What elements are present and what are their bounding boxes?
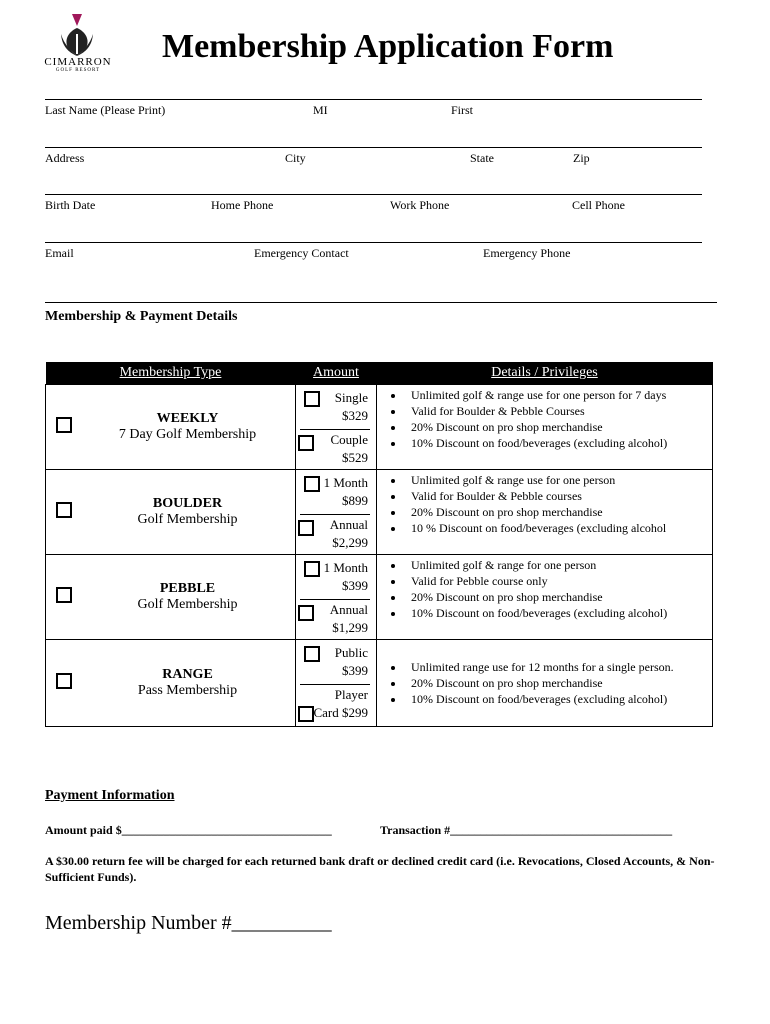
header-details: Details / Privileges <box>377 362 713 385</box>
logo <box>28 12 128 74</box>
field-line[interactable] <box>45 194 702 195</box>
option-checkbox[interactable] <box>304 561 320 577</box>
field-line[interactable] <box>45 147 702 148</box>
option-price: $1,299 <box>332 620 368 635</box>
return-fee-notice: A $30.00 return fee will be charged for each returned bank draft or declined credit card (i.e. Revocations, Closed Accounts, & Non-Sufficient Funds). <box>45 854 715 884</box>
detail-item: • 10% Discount on food/beverages (excluding alcohol) <box>405 605 712 621</box>
table-row <box>46 555 713 640</box>
membership-name: BOULDER <box>152 496 223 511</box>
membership-subtitle: Golf Membership <box>137 597 238 612</box>
work-phone-label: Work Phone <box>390 198 450 212</box>
zip-label: Zip <box>573 151 590 165</box>
detail-item: • 20% Discount on pro shop merchandise <box>405 504 712 520</box>
option-label: 1 Month <box>323 560 368 575</box>
section-title: Membership & Payment Details <box>45 309 238 324</box>
table-row <box>46 385 713 470</box>
detail-item: • 20% Discount on pro shop merchandise <box>405 419 712 435</box>
tulip-logo-icon <box>28 12 128 58</box>
membership-name: PEBBLE <box>159 581 216 596</box>
option-price: $329 <box>342 408 368 423</box>
detail-item: • 10% Discount on food/beverages (excluding alcohol) <box>405 435 712 451</box>
logo-subtitle: GOLF RESORT <box>55 68 101 73</box>
option-price: Card $299 <box>313 705 368 720</box>
option-checkbox[interactable] <box>298 605 314 621</box>
option-price: $399 <box>342 578 368 593</box>
pebble-checkbox[interactable] <box>56 587 72 603</box>
option-checkbox[interactable] <box>304 391 320 407</box>
option-label: Public <box>334 645 368 660</box>
option-label: Couple <box>330 432 368 447</box>
membership-name: RANGE <box>162 667 213 682</box>
detail-item: • Unlimited golf & range use for one person <box>405 472 712 488</box>
weekly-checkbox[interactable] <box>56 417 72 433</box>
logo-name: CIMARRON <box>44 56 112 68</box>
detail-item: • 10% Discount on food/beverages (excluding alcohol) <box>405 691 712 707</box>
first-name-label: First <box>451 103 474 117</box>
option-checkbox[interactable] <box>298 520 314 536</box>
detail-item: • 20% Discount on pro shop merchandise <box>405 675 712 691</box>
membership-subtitle: 7 Day Golf Membership <box>118 427 257 442</box>
option-price: $2,299 <box>332 535 368 550</box>
option-price: $899 <box>342 493 368 508</box>
field-line[interactable] <box>45 99 702 100</box>
option-price: $399 <box>342 663 368 678</box>
detail-item: • Valid for Boulder & Pebble courses <box>405 488 712 504</box>
detail-item: • 10 % Discount on food/beverages (excluding alcohol <box>405 520 712 536</box>
home-phone-label: Home Phone <box>211 198 274 212</box>
detail-item: • Unlimited golf & range for one person <box>405 557 712 573</box>
option-label: 1 Month <box>323 475 368 490</box>
membership-subtitle: Pass Membership <box>137 683 238 698</box>
membership-subtitle: Golf Membership <box>137 512 238 527</box>
detail-item: • Valid for Pebble course only <box>405 573 712 589</box>
table-row <box>46 640 713 727</box>
amount-paid-field[interactable]: Amount paid $___________________________________ <box>45 823 332 837</box>
option-checkbox[interactable] <box>304 476 320 492</box>
detail-item: • Valid for Boulder & Pebble Courses <box>405 403 712 419</box>
boulder-checkbox[interactable] <box>56 502 72 518</box>
option-label: Player <box>334 687 368 702</box>
transaction-field[interactable]: Transaction #_____________________________________ <box>380 823 673 837</box>
emergency-phone-label: Emergency Phone <box>483 246 571 260</box>
payment-heading: Payment Information <box>45 788 175 803</box>
page-title: Membership Application Form <box>162 28 614 65</box>
option-label: Annual <box>329 517 368 532</box>
field-line[interactable] <box>45 242 702 243</box>
membership-number-field[interactable]: Membership Number #__________ <box>45 912 332 934</box>
membership-table <box>45 362 713 727</box>
detail-item: • Unlimited range use for 12 months for a single person. <box>405 659 712 675</box>
option-price: $529 <box>342 450 368 465</box>
option-checkbox[interactable] <box>298 435 314 451</box>
section-divider <box>45 302 717 303</box>
option-checkbox[interactable] <box>298 706 314 722</box>
range-checkbox[interactable] <box>56 673 72 689</box>
header-membership-type: Membership Type <box>46 362 296 385</box>
mi-label: MI <box>313 103 328 117</box>
email-label: Email <box>45 246 74 260</box>
table-row <box>46 470 713 555</box>
address-label: Address <box>45 151 85 165</box>
option-label: Annual <box>329 602 368 617</box>
membership-name: WEEKLY <box>156 411 219 426</box>
cell-phone-label: Cell Phone <box>572 198 625 212</box>
header-amount: Amount <box>296 362 377 385</box>
birth-date-label: Birth Date <box>45 198 96 212</box>
emergency-contact-label: Emergency Contact <box>254 246 349 260</box>
option-checkbox[interactable] <box>304 646 320 662</box>
last-name-label: Last Name (Please Print) <box>45 103 166 117</box>
option-label: Single <box>334 390 368 405</box>
state-label: State <box>470 151 494 165</box>
city-label: City <box>285 151 306 165</box>
detail-item: • 20% Discount on pro shop merchandise <box>405 589 712 605</box>
detail-item: • Unlimited golf & range use for one person for 7 days <box>405 387 712 403</box>
